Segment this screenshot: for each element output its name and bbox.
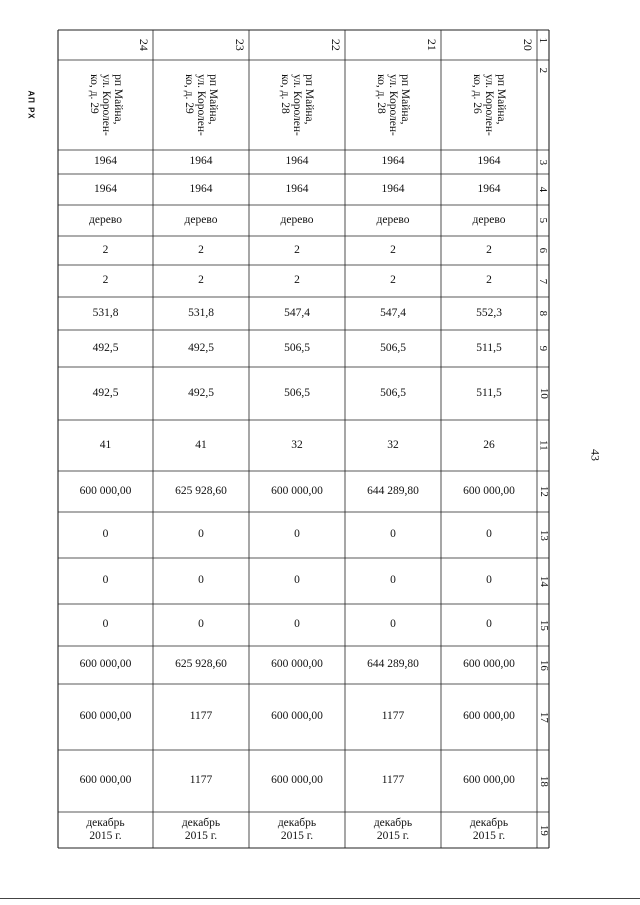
record-number-cell <box>345 30 441 60</box>
value-c6: 2 <box>390 243 396 256</box>
address-text: рп Майна, ул. Королен- ко, д. 26 <box>470 74 508 136</box>
value-c17: 1177 <box>381 710 405 723</box>
column-index-label: 10 <box>537 387 550 399</box>
value-cell-c12 <box>153 471 249 512</box>
completion-date-cell <box>441 812 537 848</box>
value-cell-c3 <box>58 150 153 174</box>
address-cell <box>153 60 249 150</box>
address-text: рп Майна, ул. Королен- ко, д. 28 <box>278 74 316 136</box>
value-c13: 0 <box>486 528 492 541</box>
value-cell-c6 <box>249 236 345 265</box>
value-c15: 0 <box>102 618 109 631</box>
address-cell <box>58 60 153 150</box>
column-index-label: 2 <box>537 67 550 74</box>
value-cell-c15 <box>153 604 249 646</box>
value-c14: 0 <box>198 574 204 587</box>
value-cell-c3 <box>153 150 249 174</box>
column-index <box>537 750 549 812</box>
value-cell-c3 <box>345 150 441 174</box>
value-c11: 41 <box>195 438 207 451</box>
value-cell-c5 <box>345 205 441 236</box>
value-cell-c11 <box>249 420 345 471</box>
column-index <box>537 558 549 604</box>
completion-date-cell <box>249 812 345 848</box>
value-cell-c7 <box>441 265 537 297</box>
value-cell-c13 <box>345 512 441 558</box>
value-cell-c17 <box>153 684 249 750</box>
value-c11: 32 <box>387 438 399 451</box>
address-cell <box>345 60 441 150</box>
value-cell-c18 <box>249 750 345 812</box>
column-index <box>537 604 549 646</box>
value-cell-c12 <box>249 471 345 512</box>
completion-month: декабрь <box>373 816 413 829</box>
value-c17: 600 000,00 <box>79 710 132 723</box>
column-index-label: 17 <box>537 711 550 723</box>
value-c4: 1964 <box>477 182 501 195</box>
value-cell-c9 <box>58 330 153 367</box>
value-c5: дерево <box>89 213 122 226</box>
completion-year: 2015 г. <box>472 830 506 842</box>
value-cell-c5 <box>441 205 537 236</box>
value-c9: 492,5 <box>92 341 119 354</box>
value-cell-c13 <box>153 512 249 558</box>
value-cell-c13 <box>249 512 345 558</box>
value-c10: 492,5 <box>92 386 119 399</box>
value-c6: 2 <box>294 243 300 256</box>
value-cell-c16 <box>58 646 153 684</box>
value-c13: 0 <box>198 528 204 541</box>
value-c9: 506,5 <box>380 341 406 354</box>
value-c11: 41 <box>99 438 112 451</box>
value-cell-c14 <box>153 558 249 604</box>
value-c12: 600 000,00 <box>271 484 323 497</box>
column-index <box>537 265 549 297</box>
completion-year: 2015 г. <box>184 830 218 842</box>
completion-month: декабрь <box>469 816 509 829</box>
record-number: 21 <box>424 38 439 51</box>
value-c16: 600 000,00 <box>79 658 132 671</box>
record-number: 20 <box>520 38 535 51</box>
value-c12: 600 000,00 <box>79 484 132 497</box>
value-c3: 1964 <box>189 155 213 168</box>
value-c3: 1964 <box>285 155 309 168</box>
value-cell-c3 <box>249 150 345 174</box>
value-cell-c16 <box>249 646 345 684</box>
value-cell-c14 <box>249 558 345 604</box>
column-index-label: 13 <box>537 529 550 541</box>
value-cell-c10 <box>345 367 441 420</box>
column-index <box>537 330 549 367</box>
value-cell-c17 <box>249 684 345 750</box>
value-cell-c4 <box>441 174 537 205</box>
value-c8: 547,4 <box>380 306 406 319</box>
value-cell-c10 <box>153 367 249 420</box>
value-cell-c8 <box>249 297 345 330</box>
column-index <box>537 812 549 848</box>
value-c15: 0 <box>198 618 204 631</box>
record-number: 22 <box>328 38 343 51</box>
value-cell-c11 <box>441 420 537 471</box>
value-c17: 600 000,00 <box>271 710 323 723</box>
value-c18: 600 000,00 <box>463 774 515 787</box>
record-number-cell <box>58 30 153 60</box>
value-cell-c9 <box>249 330 345 367</box>
value-cell-c6 <box>345 236 441 265</box>
value-c7: 2 <box>294 274 300 287</box>
completion-month: декабрь <box>181 816 221 829</box>
value-c11: 26 <box>483 438 495 451</box>
value-cell-c7 <box>153 265 249 297</box>
archive-stamp: АП РХ <box>26 90 36 120</box>
completion-date-cell <box>58 812 153 848</box>
value-c15: 0 <box>390 618 396 631</box>
value-c8: 552,3 <box>476 306 502 319</box>
completion-year: 2015 г. <box>376 830 410 842</box>
value-c8: 531,8 <box>92 306 119 319</box>
column-index <box>537 236 549 265</box>
value-cell-c17 <box>441 684 537 750</box>
value-cell-c13 <box>58 512 153 558</box>
value-c3: 1964 <box>94 155 117 168</box>
record-number: 24 <box>136 38 151 51</box>
value-cell-c5 <box>249 205 345 236</box>
value-c12: 600 000,00 <box>463 484 515 497</box>
value-c7: 2 <box>102 274 109 287</box>
record-number-cell <box>441 30 537 60</box>
column-index <box>537 297 549 330</box>
column-index <box>537 512 549 558</box>
completion-year: 2015 г. <box>280 830 314 842</box>
column-index-label: 4 <box>537 186 550 193</box>
value-cell-c11 <box>58 420 153 471</box>
value-c5: дерево <box>376 213 410 226</box>
value-cell-c13 <box>441 512 537 558</box>
value-cell-c4 <box>345 174 441 205</box>
value-c16: 600 000,00 <box>463 658 515 671</box>
value-cell-c9 <box>153 330 249 367</box>
value-cell-c8 <box>441 297 537 330</box>
value-cell-c7 <box>58 265 153 297</box>
value-c13: 0 <box>294 528 300 541</box>
value-cell-c12 <box>58 471 153 512</box>
address-cell <box>441 60 537 150</box>
value-c16: 600 000,00 <box>271 658 323 671</box>
column-index <box>537 150 549 174</box>
column-index <box>537 646 549 684</box>
value-cell-c10 <box>249 367 345 420</box>
column-index-label: 3 <box>537 159 550 165</box>
value-cell-c8 <box>345 297 441 330</box>
value-c18: 600 000,00 <box>79 774 132 787</box>
column-index-label: 5 <box>537 217 550 224</box>
value-cell-c14 <box>345 558 441 604</box>
value-c12: 644 289,80 <box>367 484 419 497</box>
value-cell-c4 <box>249 174 345 205</box>
column-index-label: 19 <box>537 824 550 836</box>
column-index-label: 12 <box>537 485 550 497</box>
page-bottom-rule <box>0 898 640 899</box>
value-c5: дерево <box>472 213 506 226</box>
value-cell-c12 <box>441 471 537 512</box>
value-c4: 1964 <box>189 182 213 195</box>
value-c4: 1964 <box>381 182 405 195</box>
value-cell-c10 <box>58 367 153 420</box>
value-c10: 511,5 <box>476 386 502 399</box>
record-number-cell <box>249 30 345 60</box>
value-c6: 2 <box>486 243 492 256</box>
value-c4: 1964 <box>94 182 117 195</box>
value-c9: 506,5 <box>284 341 310 354</box>
value-c15: 0 <box>294 618 300 631</box>
value-c6: 2 <box>198 243 204 256</box>
value-c15: 0 <box>486 618 492 631</box>
column-index <box>537 174 549 205</box>
value-c9: 492,5 <box>188 341 214 354</box>
value-cell-c7 <box>345 265 441 297</box>
column-index <box>537 420 549 471</box>
value-cell-c9 <box>441 330 537 367</box>
value-c5: дерево <box>184 213 218 226</box>
value-cell-c18 <box>345 750 441 812</box>
value-cell-c16 <box>345 646 441 684</box>
value-cell-c9 <box>345 330 441 367</box>
value-c18: 600 000,00 <box>271 774 323 787</box>
column-index-label: 15 <box>537 619 550 631</box>
value-c10: 492,5 <box>188 386 214 399</box>
value-cell-c18 <box>153 750 249 812</box>
address-text: рп Майна, ул. Королен- ко, д. 29 <box>182 74 220 136</box>
value-c6: 2 <box>102 243 109 256</box>
value-c8: 547,4 <box>284 306 310 319</box>
value-c14: 0 <box>486 574 492 587</box>
column-index <box>537 60 549 150</box>
value-c11: 32 <box>291 438 303 451</box>
value-cell-c11 <box>345 420 441 471</box>
record-number: 23 <box>232 38 247 51</box>
value-c13: 0 <box>102 528 109 541</box>
value-c3: 1964 <box>381 155 405 168</box>
record-number-cell <box>153 30 249 60</box>
address-text: рп Майна, ул. Королен- ко, д. 29 <box>87 74 124 136</box>
value-c17: 600 000,00 <box>463 710 515 723</box>
value-cell-c17 <box>58 684 153 750</box>
value-c7: 2 <box>486 274 492 287</box>
column-index-label: 11 <box>537 440 550 451</box>
value-cell-c15 <box>58 604 153 646</box>
value-c18: 1177 <box>381 774 405 787</box>
column-index-label: 1 <box>537 37 550 44</box>
value-c16: 625 928,60 <box>175 658 227 671</box>
value-cell-c10 <box>441 367 537 420</box>
value-cell-c5 <box>58 205 153 236</box>
value-cell-c11 <box>153 420 249 471</box>
value-c3: 1964 <box>477 155 501 168</box>
value-c16: 644 289,80 <box>367 658 419 671</box>
value-cell-c4 <box>153 174 249 205</box>
value-cell-c17 <box>345 684 441 750</box>
value-c7: 2 <box>198 274 204 287</box>
value-cell-c5 <box>153 205 249 236</box>
value-cell-c12 <box>345 471 441 512</box>
value-c18: 1177 <box>189 774 213 787</box>
completion-date-cell <box>345 812 441 848</box>
completion-month: декабрь <box>86 816 125 829</box>
value-c17: 1177 <box>189 710 213 723</box>
value-cell-c6 <box>153 236 249 265</box>
value-cell-c6 <box>58 236 153 265</box>
value-cell-c7 <box>249 265 345 297</box>
value-c9: 511,5 <box>476 341 502 354</box>
column-index-label: 9 <box>537 345 550 352</box>
value-c4: 1964 <box>285 182 309 195</box>
value-cell-c16 <box>153 646 249 684</box>
value-cell-c15 <box>249 604 345 646</box>
value-cell-c8 <box>153 297 249 330</box>
value-c13: 0 <box>390 528 396 541</box>
column-index <box>537 367 549 420</box>
column-index-label: 16 <box>537 659 550 671</box>
column-index-label: 18 <box>537 775 550 787</box>
value-cell-c18 <box>58 750 153 812</box>
column-index-label: 7 <box>537 278 550 284</box>
column-index-label: 6 <box>537 247 550 254</box>
value-cell-c18 <box>441 750 537 812</box>
value-c14: 0 <box>390 574 396 587</box>
column-index-label: 8 <box>537 310 550 317</box>
value-c10: 506,5 <box>380 386 406 399</box>
value-cell-c8 <box>58 297 153 330</box>
column-index <box>537 684 549 750</box>
completion-date-cell <box>153 812 249 848</box>
value-c7: 2 <box>390 274 396 287</box>
address-cell <box>249 60 345 150</box>
value-cell-c4 <box>58 174 153 205</box>
value-cell-c15 <box>345 604 441 646</box>
value-cell-c14 <box>58 558 153 604</box>
column-index-label: 14 <box>537 575 550 587</box>
value-c12: 625 928,60 <box>175 484 227 497</box>
value-c14: 0 <box>102 574 109 587</box>
column-index <box>537 471 549 512</box>
value-cell-c3 <box>441 150 537 174</box>
value-c14: 0 <box>294 574 300 587</box>
value-c5: дерево <box>280 213 314 226</box>
completion-year: 2015 г. <box>89 830 122 842</box>
page-number: 43 <box>588 449 603 461</box>
completion-month: декабрь <box>277 816 317 829</box>
value-cell-c14 <box>441 558 537 604</box>
column-index <box>537 30 549 60</box>
value-cell-c15 <box>441 604 537 646</box>
value-cell-c16 <box>441 646 537 684</box>
address-text: рп Майна, ул. Королен- ко, д. 28 <box>374 74 412 136</box>
column-index <box>537 205 549 236</box>
value-c8: 531,8 <box>188 306 214 319</box>
value-c10: 506,5 <box>284 386 310 399</box>
value-cell-c6 <box>441 236 537 265</box>
